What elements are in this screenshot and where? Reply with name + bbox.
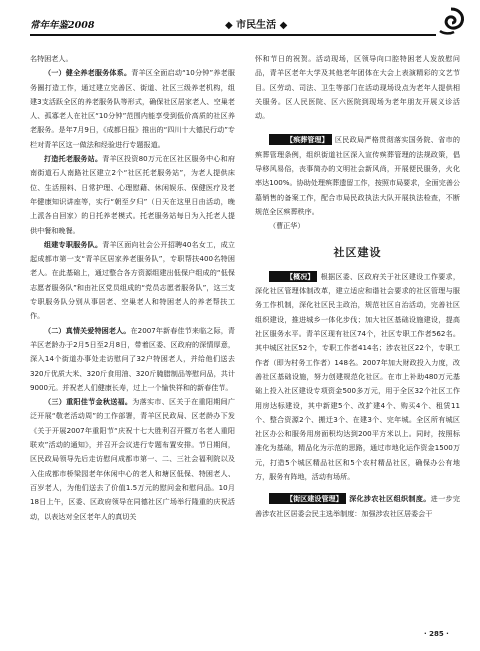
page-header: [30, 13, 462, 35]
subheading: （二）真情关爱特困老人。: [44, 325, 131, 335]
paragraph: 【殡葬管理】 区民政局严格贯彻落实国务院、省市的殡葬管理条例，组织街道社区深入宣传殡葬管理的法规政策，倡导移风易俗，丧事简办的文明社会新风尚，开展便民服务，火化率达100%。协助处理殡葬遗留工作，按照市局要求，全面完善公墓销售的备案工作，配合市局民政执法大队开展执法检查，不断规范全区殡葬秩序。: [255, 135, 460, 216]
paragraph: （二）真情关爱特困老人。在2007年新春佳节来临之际，青羊区老龄办于2月5日至2月8日，带着区委、区政府的深情厚意，深入14个街道办事处走访慰问了32户特困老人，并给他们送去320斤优质大米、320斤食用油、320斤腌腊制品等慰问品，共计9000元。并祝老人们健康长寿，过上一个愉快祥和的新春佳节。: [30, 325, 235, 392]
author-note: （曹正华）: [269, 221, 305, 231]
swirl-logo-icon: [436, 6, 466, 36]
subheading: 打造托老服务站。: [44, 154, 103, 164]
yearbook-title: 常年年鉴2008: [30, 20, 95, 31]
subheading: （三）重阳佳节金秋送福。: [44, 397, 133, 407]
paragraph: 组建专职服务队。青羊区面向社会公开招聘40名女工，成立起成都市第一支“青羊区居家养老服务队”，专职帮扶400名特困老人。在此基础上，通过整合各方资源组建出低保户组成的“低保志愿者服务队”和由社区党员组成的“党员志愿者服务队”，这三支专职服务队分别从事居老、空巢老人和特困老人的养老帮扶工作。: [30, 239, 235, 321]
subheading: 深化涉农社区组织制度。: [348, 494, 431, 504]
header-rule: [30, 34, 436, 36]
paragraph: 【概况】 根据区委、区政府关于社区建设工作要求，深化社区管理体制改革，建立适应和谐社会要求的社区管理与服务工作机制，深化社区民主政治，规范社区自治活动，完善社区组织建设，推进城乡一体化步伐；加大社区基础设施建设，提高社区服务水平。青羊区现有社区74个，社区专职工作者562名。其中城区社区52个，专职工作者414名；涉农社区22个，专职工作者（即为村务工作者）148名。2007年加大财政投入力度，改善社区基础设施，努力创建规范化社区。在市上补助480万元基础上投入社区建设专项资金500多万元，用于全区32个社区工作用房达标建设，其中新建5个、改扩建4个、购买4个、租赁11个、整合资源2个、搬迁3个、在建3个、完年城。全区所有城区社区办公和服务用房面积均达到200平方米以上。同时，按照标准化为基础，精品化为示范的思路，通过市地化运作资金1500万元，打造5个城区精品社区和5个农村精品社区，确保办公有地方，服务有阵地，活动有场所。: [255, 271, 460, 482]
left-column: [30, 52, 235, 524]
topic-tag: 【概况】: [269, 271, 317, 282]
topic-tag: 【街区建设管理】: [269, 493, 346, 504]
paragraph: 怀和节日的祝贺。活动现场，区领导向口腔特困老人发放慰问品，青羊区老年大学及其他老年团体在大会上表演精彩的文艺节目。区劳动、司法、卫生等部门在活动现场设点为老年人提供相关服务。区人民医院、区六医院到现场为老年朋友开展义诊活动。: [255, 54, 460, 121]
section-heading: 社区建设: [333, 245, 382, 259]
section-title: ◆ 市民生活 ◆: [225, 20, 288, 31]
paragraph: （三）重阳佳节金秋送福。为落实市、区关于在重阳期间广泛开展“敬老活动周”的工作部署，青羊区民政局、区老龄办下发《关于开展2007年重阳节“庆祝十七大胜利召开暨万名老人重阳联欢”活动的通知》，并召开会议进行专题布置安排。节日期间，区民政局领导先后走访慰问成都市第一、二、三社会福利院以及入住成都市桥梁园老年休闲中心的老人和塘区低保、特困老人、百岁老人，为他们送去了价值1.5万元的慰问金和慰问品。10月18日上午，区委、区政府领导在同德社区广场举行隆重的庆祝活动，以表达对全区老年人的真切关: [30, 397, 236, 521]
paragraph: 【街区建设管理】 深化涉农社区组织制度。进一步完善涉农社区居委会民主选举制度：加强涉农社区居委会干: [255, 494, 460, 518]
topic-tag: 【殡葬管理】: [269, 134, 332, 145]
subheading: 组建专职服务队。: [44, 239, 103, 249]
paragraph: 打造托老服务站。青羊区投资80万元在区社区服务中心和府南街道石人南路社区建立2个“社区托老服务站”，为老人提供床位、生活照料、日常护理、心理慰藉、休闲娱乐、保健医疗及老年健康知识讲座等，实行“朝至夕归”（日天在这里日由活动，晚上派各自回家）的日托养老模式。托老服务站每日为入托老人提供中餐和晚餐。: [30, 154, 235, 235]
paragraph: 名特困老人。: [30, 54, 73, 63]
right-column: [255, 52, 460, 521]
page-number: · 285 ·: [424, 630, 449, 638]
subheading: （一）健全养老服务体系。: [44, 68, 132, 78]
paragraph: （一）健全养老服务体系。青羊区全面启动“10分钟”养老服务圈打造工作，通过建立完善区、街道、社区三级养老机构，组建3支活跃全区的养老服务队等形式，确保社区居家老人、空巢老人、孤寡老人在社区“10分钟”范围内能享受到低价高质的社区养老服务。是年7月9日，《成都日报》推出的“四川十大德民行动”专栏对青羊区这一做法和经验进行专题报道。: [30, 68, 235, 149]
